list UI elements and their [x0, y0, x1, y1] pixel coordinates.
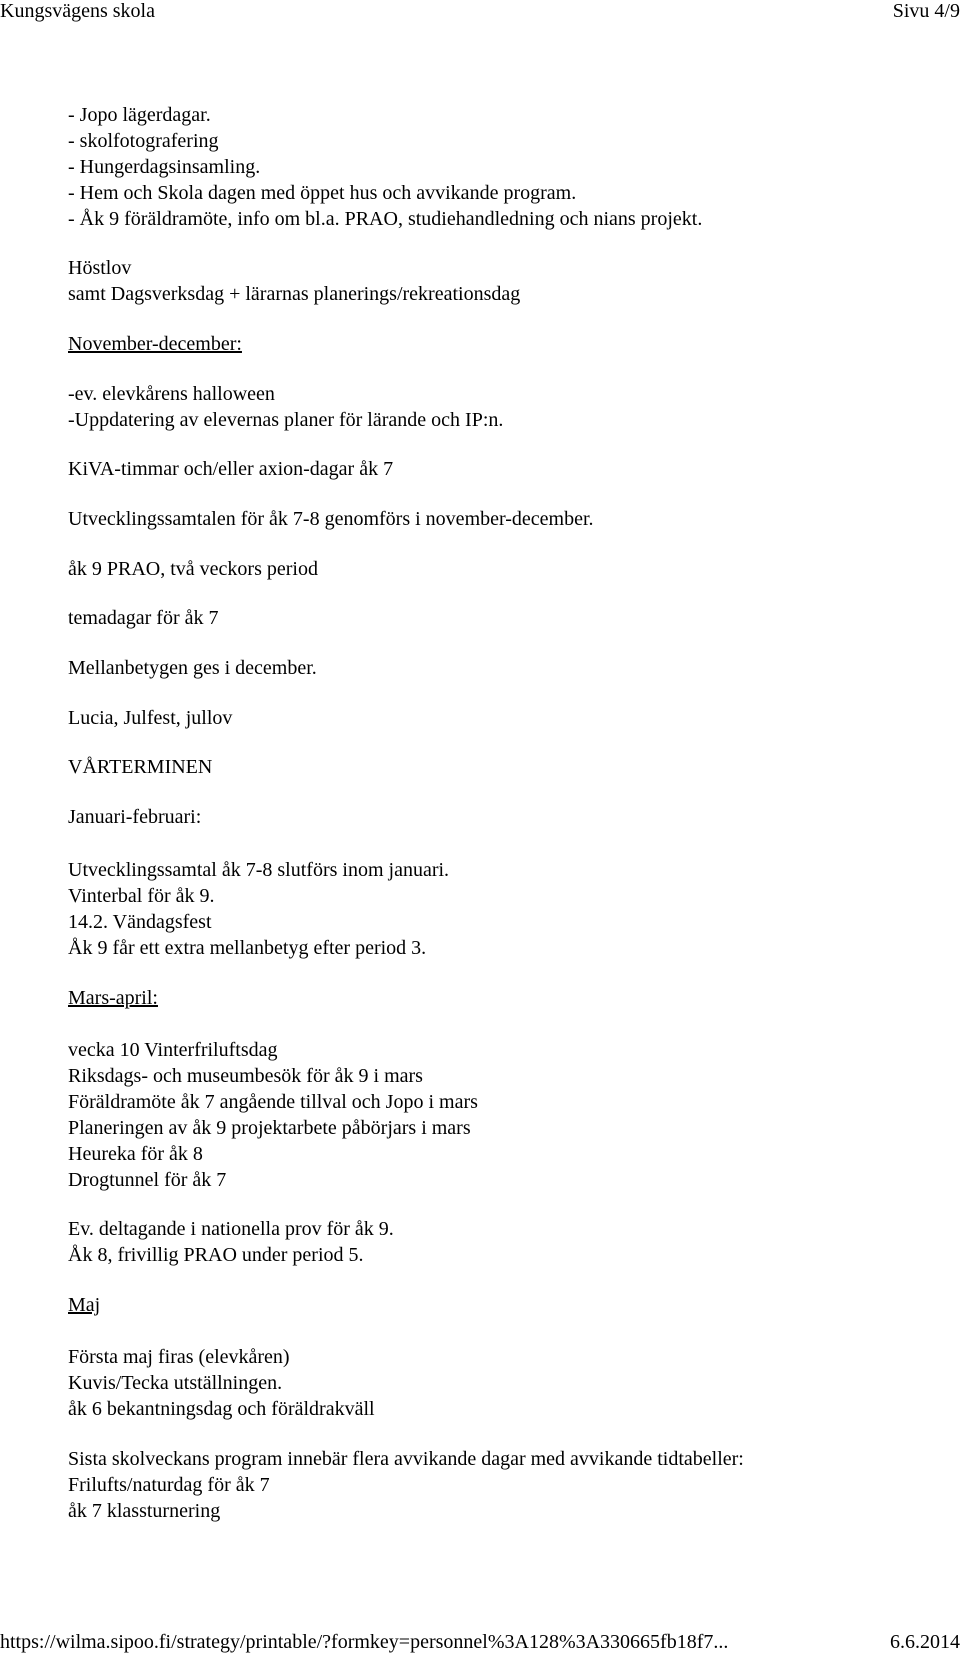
text-line: 14.2. Vändagsfest — [68, 911, 212, 933]
text-line: -ev. elevkårens halloween — [68, 383, 275, 405]
text-line: Lucia, Julfest, jullov — [68, 707, 233, 729]
header-school-name: Kungsvägens skola — [0, 0, 155, 22]
text-line: - Hungerdagsinsamling. — [68, 156, 261, 178]
text-line: åk 6 bekantningsdag och föräldrakväll — [68, 1398, 375, 1420]
text-line: Mellanbetygen ges i december. — [68, 657, 317, 679]
text-line: samt Dagsverksdag + lärarnas planerings/rekreationsdag — [68, 283, 521, 305]
text-line: Åk 9 får ett extra mellanbetyg efter period 3. — [68, 937, 427, 959]
footer-url: https://wilma.sipoo.fi/strategy/printable/?formkey=personnel%3A128%3A330665fb18f7... — [0, 1631, 729, 1653]
text-line: - Åk 9 föräldramöte, info om bl.a. PRAO, studiehandledning och nians projekt. — [68, 208, 703, 230]
text-line: åk 7 klassturnering — [68, 1500, 221, 1522]
text-line: Kuvis/Tecka utställningen. — [68, 1372, 283, 1394]
text-line: Planeringen av åk 9 projektarbete påbörjars i mars — [68, 1117, 471, 1139]
section-heading-maj: Maj — [68, 1294, 101, 1316]
text-line: Drogtunnel för åk 7 — [68, 1169, 227, 1191]
text-line: -Uppdatering av elevernas planer för lärande och IP:n. — [68, 409, 504, 431]
text-line: Riksdags- och museumbesök för åk 9 i mars — [68, 1065, 423, 1087]
section-heading-varterminen: VÅRTERMINEN — [68, 756, 213, 778]
text-line: - Hem och Skola dagen med öppet hus och avvikande program. — [68, 182, 577, 204]
text-line: Första maj firas (elevkåren) — [68, 1346, 290, 1368]
footer-date: 6.6.2014 — [890, 1631, 960, 1653]
text-line: Frilufts/naturdag för åk 7 — [68, 1474, 270, 1496]
section-heading-mars-april: Mars-april: — [68, 987, 158, 1009]
section-heading-januari-februari: Januari-februari: — [68, 806, 202, 828]
section-heading-november-december: November-december: — [68, 333, 242, 355]
text-line: vecka 10 Vinterfriluftsdag — [68, 1039, 278, 1061]
text-line: - skolfotografering — [68, 130, 219, 152]
text-line: Heureka för åk 8 — [68, 1143, 203, 1165]
text-line: KiVA-timmar och/eller axion-dagar åk 7 — [68, 458, 394, 480]
text-line: Åk 8, frivillig PRAO under period 5. — [68, 1244, 364, 1266]
text-line: åk 9 PRAO, två veckors period — [68, 558, 318, 580]
text-line: Sista skolveckans program innebär flera avvikande dagar med avvikande tidtabeller: — [68, 1448, 744, 1470]
text-line: Utvecklingssamtalen för åk 7-8 genomförs i november-december. — [68, 508, 594, 530]
header-page-number: Sivu 4/9 — [892, 0, 960, 22]
text-line: Höstlov — [68, 257, 132, 279]
text-line: - Jopo lägerdagar. — [68, 104, 211, 126]
text-line: temadagar för åk 7 — [68, 607, 219, 629]
text-line: Vinterbal för åk 9. — [68, 885, 215, 907]
text-line: Föräldramöte åk 7 angående tillval och Jopo i mars — [68, 1091, 478, 1113]
text-line: Utvecklingssamtal åk 7-8 slutförs inom januari. — [68, 859, 450, 881]
text-line: Ev. deltagande i nationella prov för åk 9. — [68, 1218, 394, 1240]
